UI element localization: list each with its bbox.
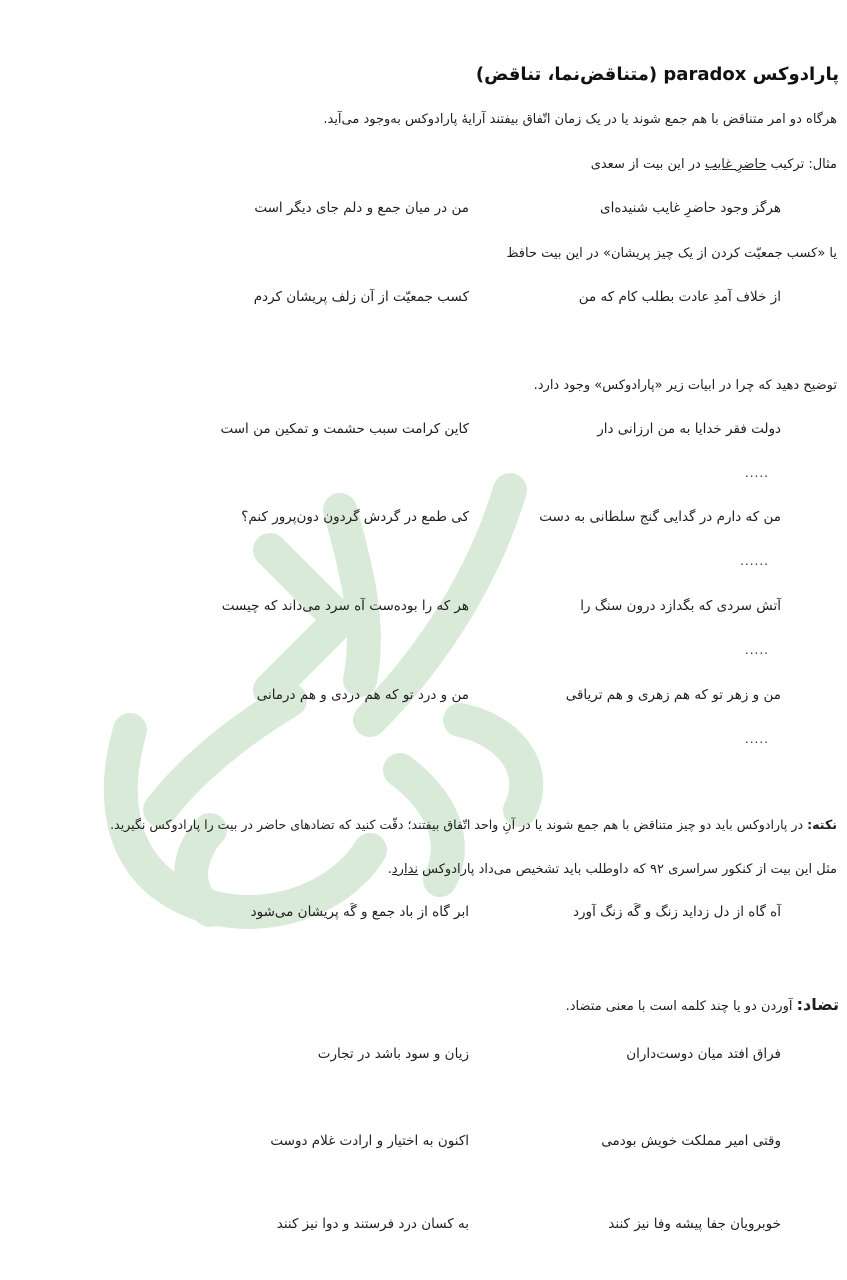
answer-blank: ..... xyxy=(744,643,769,657)
note-example xyxy=(10,861,837,879)
answer-blank: ...... xyxy=(740,554,769,568)
exercise-intro: توضیح دهید که چرا در ابیات زیر «پارادوکس» وجود دارد. xyxy=(533,378,837,393)
exercise-verse-3 xyxy=(0,598,847,620)
verse-hemistich-right: من و زهر تو که هم زهری و هم تریاقی xyxy=(565,687,781,703)
example-intro-suffix: در این بیت از سعدی xyxy=(590,157,705,172)
note-example-suffix: . xyxy=(387,862,392,877)
verse-hemistich-right: آه گاه از دل زداید زنگ و گَه زنگ آورد xyxy=(573,904,781,920)
contrast-verse-3 xyxy=(0,1216,847,1238)
page-title: پارادوکس paradox (متناقض‌نما، تناقض) xyxy=(475,64,839,85)
verse-hemistich-left: من در میان جمع و دلم جای دیگر است xyxy=(254,200,469,216)
example-verse-1 xyxy=(0,200,847,222)
example-intro-2: یا «کسب جمعیّت کردن از یک چیز پریشان» در این بیت حافظ xyxy=(506,246,837,261)
answer-blank: ..... xyxy=(744,466,769,480)
contrast-definition xyxy=(566,995,839,1014)
note-verse xyxy=(0,904,847,926)
definition-text: هرگاه دو امر متناقض با هم جمع شوند یا در یک زمان اتّفاق بیفتند آرایۀ پارادوکس به‌وجود می‌آید. xyxy=(323,112,837,127)
verse-hemistich-left: هر که را بوده‌ست آه سرد می‌داند که چیست xyxy=(221,598,469,614)
exercise-verse-4 xyxy=(0,687,847,709)
verse-hemistich-right: خوبرویان جفا پیشه وفا نیز کنند xyxy=(608,1216,781,1232)
exercise-verse-1 xyxy=(0,421,847,443)
example-verse-2 xyxy=(0,289,847,311)
watermark xyxy=(40,470,600,970)
verse-hemistich-right: فراق افتد میان دوست‌داران xyxy=(626,1046,781,1062)
watermark-signature-icon xyxy=(40,470,600,970)
example-intro xyxy=(10,156,837,174)
verse-hemistich-left: به کسان درد فرستند و دوا نیز کنند xyxy=(276,1216,469,1232)
note-paragraph xyxy=(10,816,837,834)
verse-hemistich-right: دولت فقر خدایا به من ارزانی دار xyxy=(597,421,781,437)
verse-hemistich-left: کی طمع در گردش گردون دون‌پرور کنم؟ xyxy=(241,509,469,525)
verse-hemistich-left: ابر گاه از باد جمع و گَه پریشان می‌شود xyxy=(250,904,469,920)
verse-hemistich-right: هرگز وجود حاضرِ غایب شنیده‌ای xyxy=(600,200,781,216)
verse-hemistich-right: از خلاف آمدِ عادت بطلب کام که من xyxy=(578,289,781,305)
exercise-verse-2 xyxy=(0,509,847,531)
note-example-prefix: مثل این بیت از کنکور سراسری ۹۲ که داوطلب باید تشخیص می‌داد پارادوکس xyxy=(418,862,837,877)
contrast-verse-2 xyxy=(0,1133,847,1155)
verse-hemistich-left: زیان و سود باشد در تجارت xyxy=(317,1046,469,1062)
note-label: نکته: xyxy=(807,817,837,832)
example-intro-term: حاضرِ غایب xyxy=(704,157,767,172)
verse-hemistich-right: من که دارم در گدایی گنج سلطانی به دست xyxy=(539,509,781,525)
contrast-text: آوردن دو یا چند کلمه است با معنی متضاد. xyxy=(565,999,797,1014)
verse-hemistich-left: کسب جمعیّت از آن زلف پریشان کردم xyxy=(253,289,469,305)
note-text: در پارادوکس باید دو چیز متناقض با هم جمع شوند یا در آنِ واحد اتّفاق بیفتند؛ دقّت کنید که تضادهای حاضر در بیت را پارادوکس نگیرید. xyxy=(110,817,808,832)
verse-hemistich-left: کاین کرامت سبب حشمت و تمکین من است xyxy=(220,421,469,437)
verse-hemistich-left: من و درد تو که هم دردی و هم درمانی xyxy=(256,687,469,703)
contrast-verse-1 xyxy=(0,1046,847,1068)
verse-hemistich-right: آتش سردی که بگدازد درون سنگ را xyxy=(580,598,781,614)
verse-hemistich-left: اکنون به اختیار و ارادت غلام دوست xyxy=(270,1133,469,1149)
note-example-underlined: ندارد xyxy=(391,862,419,877)
answer-blank: ..... xyxy=(744,732,769,746)
verse-hemistich-right: وقتی امیر مملکت خویش بودمی xyxy=(601,1133,781,1149)
contrast-label: تضاد: xyxy=(796,995,839,1014)
example-intro-prefix: مثال: ترکیب xyxy=(766,157,837,172)
